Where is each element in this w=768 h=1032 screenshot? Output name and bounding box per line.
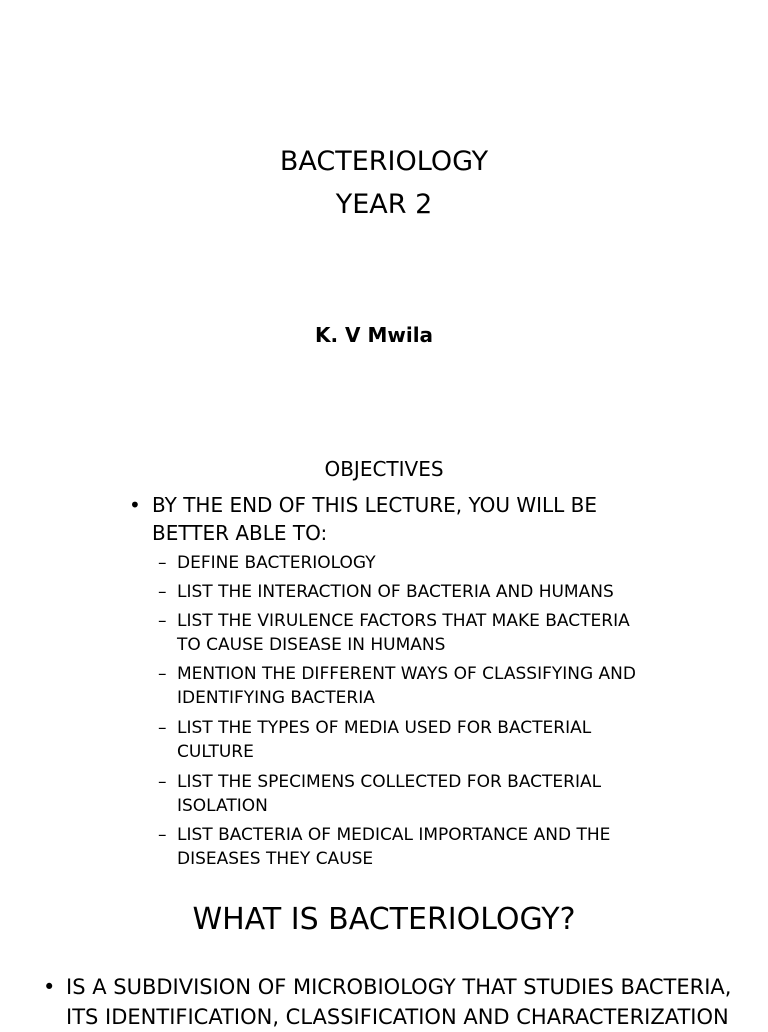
objective-line: IDENTIFYING BACTERIA (177, 688, 375, 708)
dash-marker: – (158, 611, 167, 631)
dash-marker: – (158, 718, 167, 738)
definition-bullet (43, 972, 746, 1032)
objective-line: MENTION THE DIFFERENT WAYS OF CLASSIFYING AND (177, 664, 636, 684)
intro-line-1: BY THE END OF THIS LECTURE, YOU WILL BE (152, 493, 597, 517)
dash-marker: – (158, 664, 167, 684)
objective-item (158, 770, 647, 818)
intro-line-2: BETTER ABLE TO: (152, 521, 328, 545)
objectives-intro-bullet (129, 491, 597, 547)
objective-line: LIST THE VIRULENCE FACTORS THAT MAKE BACTERIA (177, 611, 630, 631)
author-name: K. V Mwila (314, 323, 434, 347)
bullet-marker: • (129, 493, 141, 517)
objective-line: LIST THE SPECIMENS COLLECTED FOR BACTERIAL (177, 772, 602, 792)
objective-item (158, 716, 647, 764)
objective-line: TO CAUSE DISEASE IN HUMANS (177, 635, 446, 655)
section-heading: WHAT IS BACTERIOLOGY? (192, 902, 576, 937)
slide-title-line-2: YEAR 2 (335, 189, 433, 220)
objective-line: CULTURE (177, 742, 254, 762)
objective-item (158, 662, 647, 710)
dash-marker: – (158, 825, 167, 845)
objective-line: LIST THE TYPES OF MEDIA USED FOR BACTERIAL (177, 718, 592, 738)
dash-marker: – (158, 772, 167, 792)
objective-item (158, 609, 647, 657)
objective-item (158, 580, 647, 604)
slide-title-line-1: BACTERIOLOGY (279, 146, 489, 177)
objective-line: DEFINE BACTERIOLOGY (177, 553, 376, 573)
definition-line-1: IS A SUBDIVISION OF MICROBIOLOGY THAT STUDIES BACTERIA, (66, 975, 732, 999)
objective-line: ISOLATION (177, 796, 268, 816)
objective-line: DISEASES THEY CAUSE (177, 849, 374, 869)
definition-line-2: ITS IDENTIFICATION, CLASSIFICATION AND CHARACTERIZATION (66, 1005, 729, 1029)
objective-item (158, 551, 647, 575)
objective-line: LIST THE INTERACTION OF BACTERIA AND HUMANS (177, 582, 614, 602)
bullet-marker: • (43, 975, 56, 999)
dash-marker: – (158, 553, 167, 573)
objectives-heading: OBJECTIVES (324, 457, 444, 481)
objective-item (158, 823, 647, 871)
dash-marker: – (158, 582, 167, 602)
objective-line: LIST BACTERIA OF MEDICAL IMPORTANCE AND THE (177, 825, 611, 845)
